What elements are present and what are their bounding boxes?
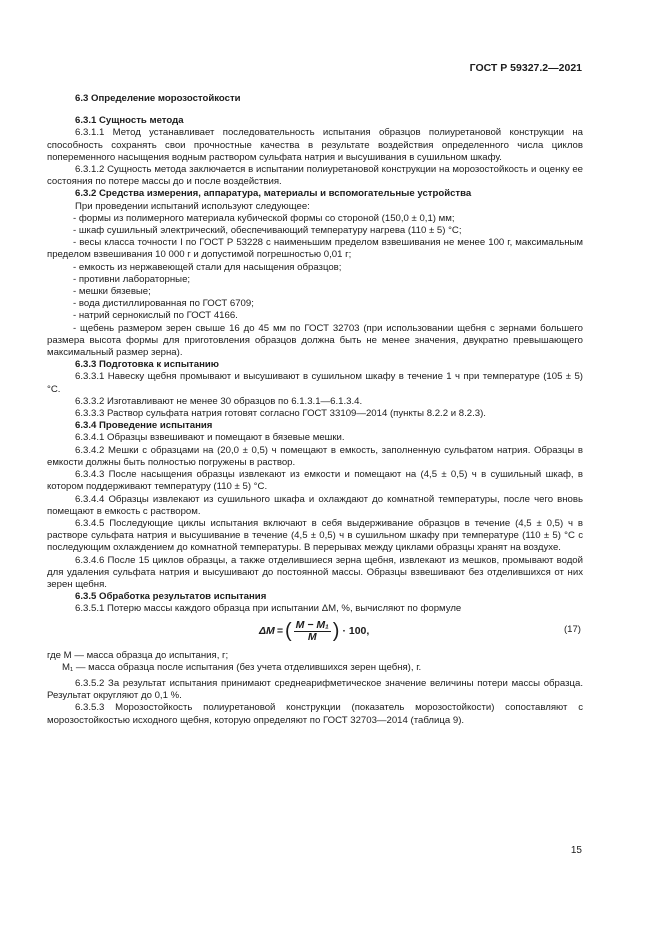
document-standard-number: ГОСТ Р 59327.2—2021 <box>469 62 582 74</box>
list-item: - мешки бязевые; <box>73 286 151 298</box>
paragraph: 6.3.5.3 Морозостойкость полиуретановой конструкции (показатель морозостойкости) сопоставляют с морозостойкостью исходного щебня, которую определяют по ГОСТ 32703—2014 (таблица 9). <box>47 702 583 726</box>
list-item: - емкость из нержавеющей стали для насыщения образцов; <box>73 261 342 273</box>
formula-lhs: ΔM <box>259 624 275 637</box>
paragraph: 6.3.4.1 Образцы взвешивают и помещают в бязевые мешки. <box>75 432 345 444</box>
formula-numerator: M − M₁ <box>295 618 329 631</box>
list-item: - шкаф сушильный электрический, обеспечивающий температуру нагрева (110 ± 5) °С; <box>73 225 462 237</box>
formula-equals: = <box>276 624 283 637</box>
subsection-title: 6.3.1 Сущность метода <box>75 115 184 127</box>
paragraph: При проведении испытаний используют следующее: <box>75 200 310 212</box>
definition-m1: M₁ — масса образца после испытания (без учета отделившихся зерен щебня), г. <box>62 661 422 673</box>
list-item: - противни лабораторные; <box>73 273 191 285</box>
paragraph: 6.3.4.2 Мешки с образцами на (20,0 ± 0,5) ч помещают в емкость, заполненную сульфатом натрия. Образцы в емкости должны быть полностью погружены в раствор. <box>47 444 583 468</box>
definition-m: где M — масса образца до испытания, г; <box>47 649 229 661</box>
right-paren-icon: ) <box>332 620 340 643</box>
paragraph: 6.3.4.5 Последующие циклы испытания включают в себя выдерживание образцов в течение (4,5 ± 0,5) ч в растворе сульфата натрия и высушивание в течение (4,5 ± 0,5) ч в сушильном шкафу при температуре (110 ± 5) °С с последующим охлаждением до комнатной температуры. В перерывах между циклами образцы хранят на воздухе. <box>47 517 583 554</box>
left-paren-icon: ( <box>284 620 292 643</box>
formula-denominator: M <box>307 630 317 643</box>
paragraph: 6.3.4.6 После 15 циклов образцы, а также отделившиеся зерна щебня, извлекают из мешков, промывают водой для удаления сульфата натрия и высушивают до постоянной массы. Образцы взвешивают без отделившихся от них зерен щебня. <box>47 554 583 590</box>
paragraph: 6.3.3.2 Изготавливают не менее 30 образцов по 6.1.3.1—6.1.3.4. <box>75 395 363 407</box>
paragraph: 6.3.3.1 Навеску щебня промывают и высушивают в сушильном шкафу в течение 1 ч при температуре (105 ± 5) °С. <box>47 371 583 395</box>
paragraph: 6.3.5.2 За результат испытания принимают среднеарифметическое значение величины потери массы образца. Результат округляют до 0,1 %. <box>47 677 583 702</box>
paragraph: 6.3.3.3 Раствор сульфата натрия готовят согласно ГОСТ 33109—2014 (пункты 8.2.2 и 8.2.3). <box>75 408 486 420</box>
list-item: - формы из полимерного материала кубической формы со стороной (150,0 ± 0,1) мм; <box>73 212 455 224</box>
formula-number: (17) <box>563 623 581 635</box>
formula-expression <box>259 620 369 643</box>
list-item: - натрий сернокислый по ГОСТ 4166. <box>73 310 238 322</box>
paragraph: 6.3.5.1 Потерю массы каждого образца при испытании ΔM, %, вычисляют по формуле <box>75 603 462 615</box>
subsection-title: 6.3.2 Средства измерения, аппаратура, материалы и вспомогательные устройства <box>75 188 472 200</box>
formula-17 <box>47 620 583 644</box>
formula-fraction <box>294 620 331 643</box>
paragraph: 6.3.1.2 Сущность метода заключается в испытании полиуретановой конструкции на морозостойкость и оценку ее состояния по потере массы до и после воздействия. <box>47 164 583 188</box>
list-item: - вода дистиллированная по ГОСТ 6709; <box>73 298 254 310</box>
formula-tail: · 100, <box>342 624 370 637</box>
page-number: 15 <box>570 845 582 856</box>
paragraph: 6.3.4.4 Образцы извлекают из сушильного шкафа и охлаждают до комнатной температуры, после чего вновь помещают в емкость с раствором. <box>47 493 583 517</box>
list-item: - весы класса точности I по ГОСТ Р 53228 с наименьшим пределом взвешивания не менее 100 г, максимальным пределом взвешивания 10 000 г и допустимой погрешностью 0,01 г; <box>47 237 583 261</box>
document-body <box>47 93 583 727</box>
subsection-title: 6.3.4 Проведение испытания <box>75 420 213 432</box>
section-title: 6.3 Определение морозостойкости <box>75 93 241 104</box>
subsection-title: 6.3.5 Обработка результатов испытания <box>75 591 267 603</box>
paragraph: 6.3.4.3 После насыщения образцы извлекают из емкости и помещают на (4,5 ± 0,5) ч в сушильный шкаф, в котором поддерживают температуру (110 ± 5) °С. <box>47 469 583 493</box>
list-item: - щебень размером зерен свыше 16 до 45 мм по ГОСТ 32703 (при использовании щебня с зернами большего размера высота формы для приготовления образцов должна быть не менее значения, двукратно превышающего максимальный размер зерна). <box>47 322 583 359</box>
paragraph: 6.3.1.1 Метод устанавливает последовательность испытания образцов полиуретановой конструкции на способность сохранять свои прочностные качества в результате воздействия определенного числа циклов попеременного насыщения водным раствором сульфата натрия и высушивания в сушильном шкафу. <box>47 127 583 163</box>
subsection-title: 6.3.3 Подготовка к испытанию <box>75 359 219 371</box>
